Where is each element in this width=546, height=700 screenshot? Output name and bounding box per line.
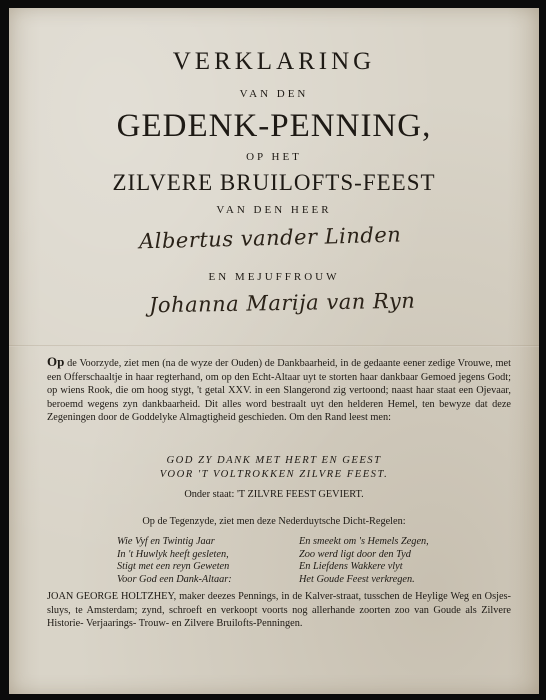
title-verklaring: VERKLARING [172, 48, 376, 75]
handwritten-groom-name: Albertus vander Linden [138, 222, 402, 254]
title-en-mejuffrouw: EN MEJUFFROUW [208, 271, 340, 283]
poem-right-column [299, 536, 429, 586]
document-page [9, 8, 539, 694]
motto-line-1: GOD ZY DANK MET HERT EN GEEST [166, 455, 382, 466]
poem-line: Het Goude Feest verkregen. [299, 573, 415, 585]
poem-line: Voor God een Dank-Altaar: [117, 573, 232, 585]
title-op-het: OP HET [246, 151, 302, 163]
poem-line: En smeekt om 's Hemels Zegen, [299, 536, 429, 547]
handwritten-bride-name: Johanna Marija van Ryn [148, 288, 416, 318]
paper-fold-line [9, 345, 539, 347]
paragraph-text: de Voorzyde, ziet men (na de wyze der Ouden) de Dankbaarheid, in de gedaante eener zedige Vrouwe, met een Offerschaaltje in haar regterhand, om op den Echt-Altaar uyt te storten haar dankbaar Gemoed jegens Godt; op wiens Rook, die om hoog stygt, 't getal XXV. in een Slangerond zig vertoond; naast haar staat een Ojevaar, beroemd wegens zyn dankbaarheid. Dit alles word bestraalt uyt den helderen Hemel, ten bewyze dat deze Zegeningen door de Goddelyke Almagtigheid geschieden. Om den Rand leest men: [47, 358, 511, 424]
title-van-den-heer: VAN DEN HEER [216, 204, 332, 216]
reverse-intro: Op de Tegenzyde, ziet men deze Nederduytsche Dicht-Regelen: [142, 516, 406, 527]
poem-line: En Liefdens Wakkere vlyt [299, 561, 403, 573]
title-zilvere-bruilofts-feest: ZILVERE BRUILOFTS-FEEST [112, 170, 436, 195]
poem-line: Zoo werd ligt door den Tyd [299, 548, 411, 560]
poem-line: Stigt met een reyn Geweten [117, 561, 230, 573]
poem-left-column [117, 536, 232, 586]
maker-paragraph: JOAN GEORGE HOLTZHEY, maker deezes Pennings, in de Kalver-straat, tusschen de Heylige Weg en Osjes-sluys, te Amsterdam; zynd, schroeft en verkoopt voorts nog allerhande zoorten zoo van Goude als Zilvere Historie- Verjaarings- Trouw- en Zilvere Bruilofts-Penningen. [47, 591, 511, 630]
paragraph-dropcap: Op [47, 354, 65, 369]
motto-line-2: VOOR 'T VOLTROKKEN ZILVRE FEEST. [159, 469, 389, 480]
poem-line: Wie Vyf en Twintig Jaar [117, 536, 215, 547]
obverse-description-paragraph [47, 355, 511, 425]
title-van-den: VAN DEN [239, 88, 309, 100]
below-inscription: Onder staat: 'T ZILVRE FEEST GEVIERT. [184, 489, 364, 500]
poem-line: In 't Huwlyk heeft gesleten, [117, 548, 229, 560]
title-gedenk-penning: GEDENK-PENNING, [116, 108, 432, 144]
